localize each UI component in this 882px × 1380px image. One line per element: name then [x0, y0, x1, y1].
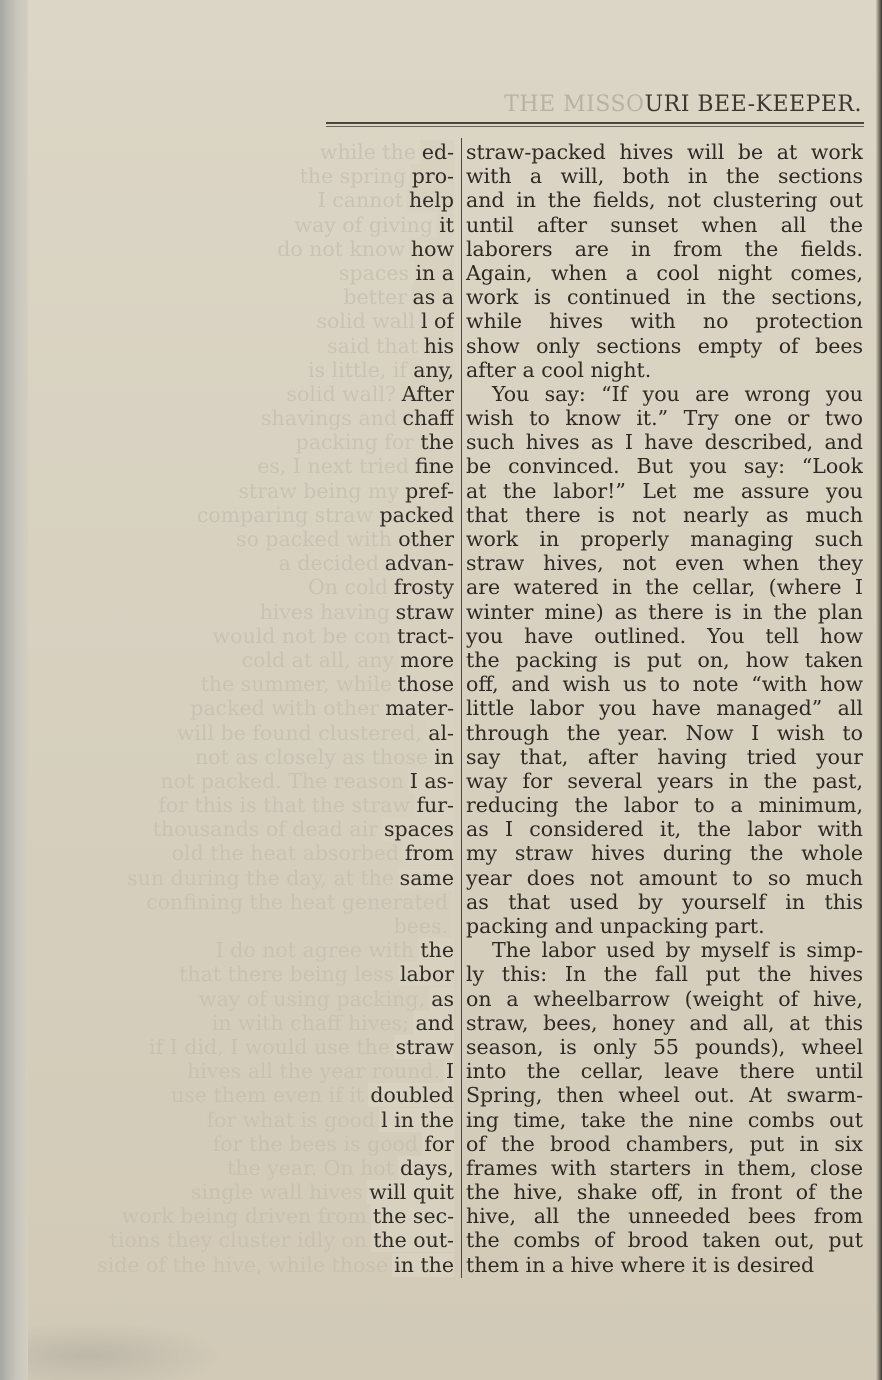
left-column: [40, 140, 454, 1277]
left-column-line: [40, 358, 454, 382]
right-column-line: year does not amount to so much: [466, 865, 863, 890]
right-column-line: straw-packed hives will be at work: [466, 140, 863, 164]
paper-stain: [28, 1320, 228, 1380]
visible-text: After: [401, 381, 454, 406]
right-column-line: hive, all the unneeded bees from: [466, 1204, 863, 1229]
faded-text: old the heat absorbed: [171, 841, 399, 866]
visible-text: in the: [394, 1252, 454, 1277]
page-header: [0, 92, 862, 117]
left-column-line: [40, 309, 454, 333]
right-column-line: straw hives, not even when they: [466, 551, 863, 576]
faded-text: in with chaff hives;: [211, 1010, 409, 1035]
right-column-line: show only sections empty of bees: [466, 333, 863, 358]
left-column-line: [40, 188, 454, 212]
right-column-line: reducing the labor to a minimum,: [466, 793, 863, 818]
visible-text: doubled: [370, 1083, 454, 1108]
left-column-line: [40, 140, 454, 164]
visible-text: spaces: [384, 817, 454, 842]
left-column-line: [40, 793, 454, 817]
right-column-line: until after sunset when all the: [466, 212, 863, 237]
faded-text: On cold: [307, 575, 388, 600]
page-edge-right: [876, 0, 882, 1380]
left-column-line: [40, 164, 454, 188]
right-column-line: as that used by yourself in this: [466, 889, 863, 914]
faded-text: hives having: [259, 599, 390, 624]
faded-text: single wall hives: [191, 1180, 363, 1205]
right-column-line: them in a hive where it is desired: [466, 1252, 815, 1277]
faded-text: better: [343, 285, 407, 310]
right-column-line: wish to know it.” Try one or two: [466, 406, 863, 431]
visible-text: any,: [413, 357, 454, 382]
left-column-line: [40, 696, 454, 720]
visible-text: as: [431, 986, 454, 1011]
right-column-line: while hives with no protection: [466, 309, 863, 334]
left-column-line: [40, 503, 454, 527]
faded-text: tions they cluster idly on: [109, 1228, 367, 1253]
faded-text: for what is good: [206, 1107, 375, 1132]
right-column-line: my straw hives during the whole: [466, 841, 863, 866]
faded-text: for this is that the straw: [158, 793, 410, 818]
faded-text: sun during the day, at the: [127, 865, 394, 890]
visible-text: labor: [399, 962, 454, 987]
left-column-line: [40, 841, 454, 865]
faded-text: hives all the year round.: [187, 1059, 440, 1084]
visible-text: in: [434, 744, 454, 769]
header-faded-text: THE MISSO: [504, 92, 645, 117]
header-rule: [326, 122, 864, 124]
faded-text: that there being less: [179, 962, 394, 987]
right-column-line: Again, when a cool night comes,: [466, 260, 863, 285]
visible-text: tract-: [397, 623, 454, 648]
left-column-line: [40, 382, 454, 406]
right-column-line: after a cool night.: [466, 357, 652, 382]
right-column-line: the hive, shake off, in front of the: [466, 1180, 863, 1205]
left-column-line: [40, 237, 454, 261]
right-column-line: packing and unpacking part.: [466, 914, 765, 938]
header-title: URI BEE-KEEPER.: [644, 92, 862, 117]
right-column-line: through the year. Now I wish to: [466, 720, 863, 745]
visible-text: I as-: [409, 768, 454, 793]
left-column-line: [40, 938, 454, 962]
left-column-line: [40, 1253, 454, 1277]
left-column-line: [40, 551, 454, 575]
visible-text: l of: [420, 309, 454, 334]
visible-text: frosty: [393, 575, 454, 600]
right-column-line: that there is not nearly as much: [466, 502, 863, 527]
visible-text: and: [415, 1010, 454, 1035]
left-column-line: [40, 866, 454, 890]
visible-text: l in the: [381, 1107, 454, 1132]
left-column-line: [40, 334, 454, 358]
right-column-line: straw, bees, honey and all, at this: [466, 1010, 863, 1035]
left-column-line: [40, 1108, 454, 1132]
right-column-line: and in the fields, not clustering out: [466, 188, 863, 213]
right-column-line: You say: “If you are wrong you: [492, 381, 863, 406]
faded-text: way of using packing,: [198, 986, 425, 1011]
right-column-line: way for several years in the past,: [466, 768, 863, 793]
right-column-line: of the brood chambers, put in six: [466, 1131, 863, 1156]
right-column-line: you have outlined. You tell how: [466, 623, 863, 648]
right-column-line: ly this: In the fall put the hives: [466, 962, 863, 987]
visible-text: days,: [400, 1155, 454, 1180]
left-column-line: [40, 527, 454, 551]
visible-text: [452, 914, 454, 938]
faded-text: so packed with: [236, 527, 392, 551]
faded-text: not packed. The reason: [160, 768, 404, 793]
left-column-line: [40, 454, 454, 478]
right-column-line: the combs of brood taken out, put: [466, 1228, 863, 1253]
visible-text: pref-: [405, 478, 454, 503]
left-column-line: [40, 769, 454, 793]
left-column-line: [40, 575, 454, 599]
left-column-line: [40, 817, 454, 841]
faded-text: solid wall: [316, 309, 415, 334]
faded-text: while the: [319, 140, 416, 164]
faded-text: not as closely as those: [195, 744, 428, 769]
faded-text: shavings and: [261, 406, 397, 431]
right-column-line: little labor you have managed” all: [466, 696, 863, 721]
faded-text: will be found clustered,: [176, 720, 422, 745]
left-column-line: [40, 285, 454, 309]
faded-text: if I did, I would use the: [149, 1034, 390, 1059]
right-column-line: as I considered it, the labor with: [466, 817, 863, 842]
faded-text: way of giving: [294, 212, 433, 237]
faded-text: the summer, while: [200, 672, 392, 697]
column-divider: [461, 138, 462, 1278]
faded-text: packed with other: [190, 696, 379, 721]
visible-text: [452, 890, 454, 914]
right-column-line: with a will, both in the sections: [466, 164, 863, 189]
visible-text: straw: [395, 1034, 454, 1059]
faded-text: work being driven from: [121, 1204, 367, 1229]
left-column-line: [40, 213, 454, 237]
visible-text: fur-: [416, 793, 454, 818]
faded-text: the year. On hot: [227, 1155, 394, 1180]
faded-text: I do not agree with: [215, 938, 414, 963]
left-column-line: [40, 479, 454, 503]
left-column-line: [40, 1035, 454, 1059]
faded-text: thousands of dead air: [152, 817, 378, 842]
left-column-line: [40, 745, 454, 769]
visible-text: straw: [395, 599, 454, 624]
right-column-line: season, is only 55 pounds), wheel: [466, 1034, 863, 1059]
faded-text: straw being my: [238, 478, 399, 503]
faded-text: for the bees is good: [212, 1131, 418, 1156]
faded-text: packing for: [295, 430, 414, 455]
faded-text: would not be con: [212, 623, 391, 648]
visible-text: his: [423, 333, 454, 358]
header-rule-thin: [326, 126, 864, 127]
right-column-line: say that, after having tried your: [466, 744, 863, 769]
right-column-line: are watered in the cellar, (where I: [466, 575, 863, 600]
faded-text: bees.: [393, 914, 448, 938]
visible-text: for: [424, 1131, 454, 1156]
faded-text: side of the hive, while those: [97, 1252, 388, 1277]
right-column-line: frames with starters in them, close: [466, 1155, 863, 1180]
left-column-line: [40, 962, 454, 986]
faded-text: comparing straw: [196, 502, 373, 527]
visible-text: fine: [414, 454, 454, 479]
visible-text: it: [439, 212, 454, 237]
page-edge-left: [0, 0, 28, 1380]
visible-text: I: [445, 1059, 454, 1084]
left-column-line: [40, 1011, 454, 1035]
right-column-line: ing time, take the nine combs out: [466, 1107, 863, 1132]
left-column-line: [40, 987, 454, 1011]
right-column-line: laborers are in from the fields.: [466, 236, 863, 261]
right-column-line: into the cellar, leave there until: [466, 1059, 863, 1084]
right-column-line: work is continued in the sections,: [466, 285, 863, 310]
faded-text: do not know: [277, 236, 405, 261]
right-column-line: off, and wish us to note “with how: [466, 672, 863, 697]
right-column-line: be convinced. But you say: “Look: [466, 454, 863, 479]
visible-text: the: [420, 430, 454, 455]
left-column-line: [40, 261, 454, 285]
faded-text: I cannot: [317, 188, 403, 213]
right-column-line: winter mine) as there is in the plan: [466, 599, 863, 624]
left-column-line: [40, 1204, 454, 1228]
left-column-line: [40, 672, 454, 696]
right-column-line: at the labor!” Let me assure you: [466, 478, 863, 503]
visible-text: the sec-: [372, 1204, 454, 1229]
right-column-line: the packing is put on, how taken: [466, 647, 863, 672]
left-column-line: [40, 1132, 454, 1156]
visible-text: pro-: [411, 164, 454, 189]
faded-text: a decided: [278, 551, 379, 576]
left-column-line: [40, 1156, 454, 1180]
faded-text: confining the heat generated: [146, 889, 448, 914]
visible-text: those: [397, 672, 454, 697]
left-column-line: [40, 914, 454, 938]
right-column-line: work in properly managing such: [466, 527, 863, 551]
right-column-line: such hives as I have described, and: [466, 430, 863, 455]
right-column-line: The labor used by myself is simp-: [492, 938, 863, 963]
left-column-line: [40, 1059, 454, 1083]
left-column-line: [40, 1180, 454, 1204]
visible-text: in a: [415, 260, 454, 285]
left-column-line: [40, 406, 454, 430]
right-column-line: Spring, then wheel out. At swarm-: [466, 1083, 863, 1108]
visible-text: al-: [428, 720, 454, 745]
left-column-line: [40, 430, 454, 454]
faded-text: spaces: [339, 260, 409, 285]
faded-text: es, I next tried: [257, 454, 409, 479]
faded-text: use them even if it: [171, 1083, 364, 1108]
visible-text: chaff: [402, 406, 454, 431]
visible-text: how: [410, 236, 454, 261]
faded-text: the spring: [299, 164, 406, 189]
faded-text: solid wall?: [286, 381, 396, 406]
visible-text: more: [400, 647, 454, 672]
right-column-line: on a wheelbarrow (weight of hive,: [466, 986, 863, 1011]
visible-text: mater-: [385, 696, 454, 721]
visible-text: will quit: [369, 1180, 454, 1205]
left-column-line: [40, 721, 454, 745]
visible-text: help: [408, 188, 454, 213]
visible-text: the out-: [373, 1228, 454, 1253]
left-column-line: [40, 1228, 454, 1252]
visible-text: same: [399, 865, 454, 890]
visible-text: the: [420, 938, 454, 963]
faded-text: is little, if: [307, 357, 407, 382]
left-column-line: [40, 890, 454, 914]
left-column-line: [40, 1083, 454, 1107]
visible-text: as a: [412, 285, 454, 310]
faded-text: said that: [327, 333, 418, 358]
visible-text: advan-: [384, 551, 454, 576]
left-column-line: [40, 624, 454, 648]
visible-text: ed-: [421, 140, 454, 164]
right-column: [466, 140, 863, 1277]
visible-text: from: [404, 841, 454, 866]
visible-text: other: [398, 527, 454, 551]
left-column-line: [40, 648, 454, 672]
visible-text: packed: [379, 502, 454, 527]
faded-text: cold at all, any: [241, 647, 394, 672]
left-column-line: [40, 600, 454, 624]
